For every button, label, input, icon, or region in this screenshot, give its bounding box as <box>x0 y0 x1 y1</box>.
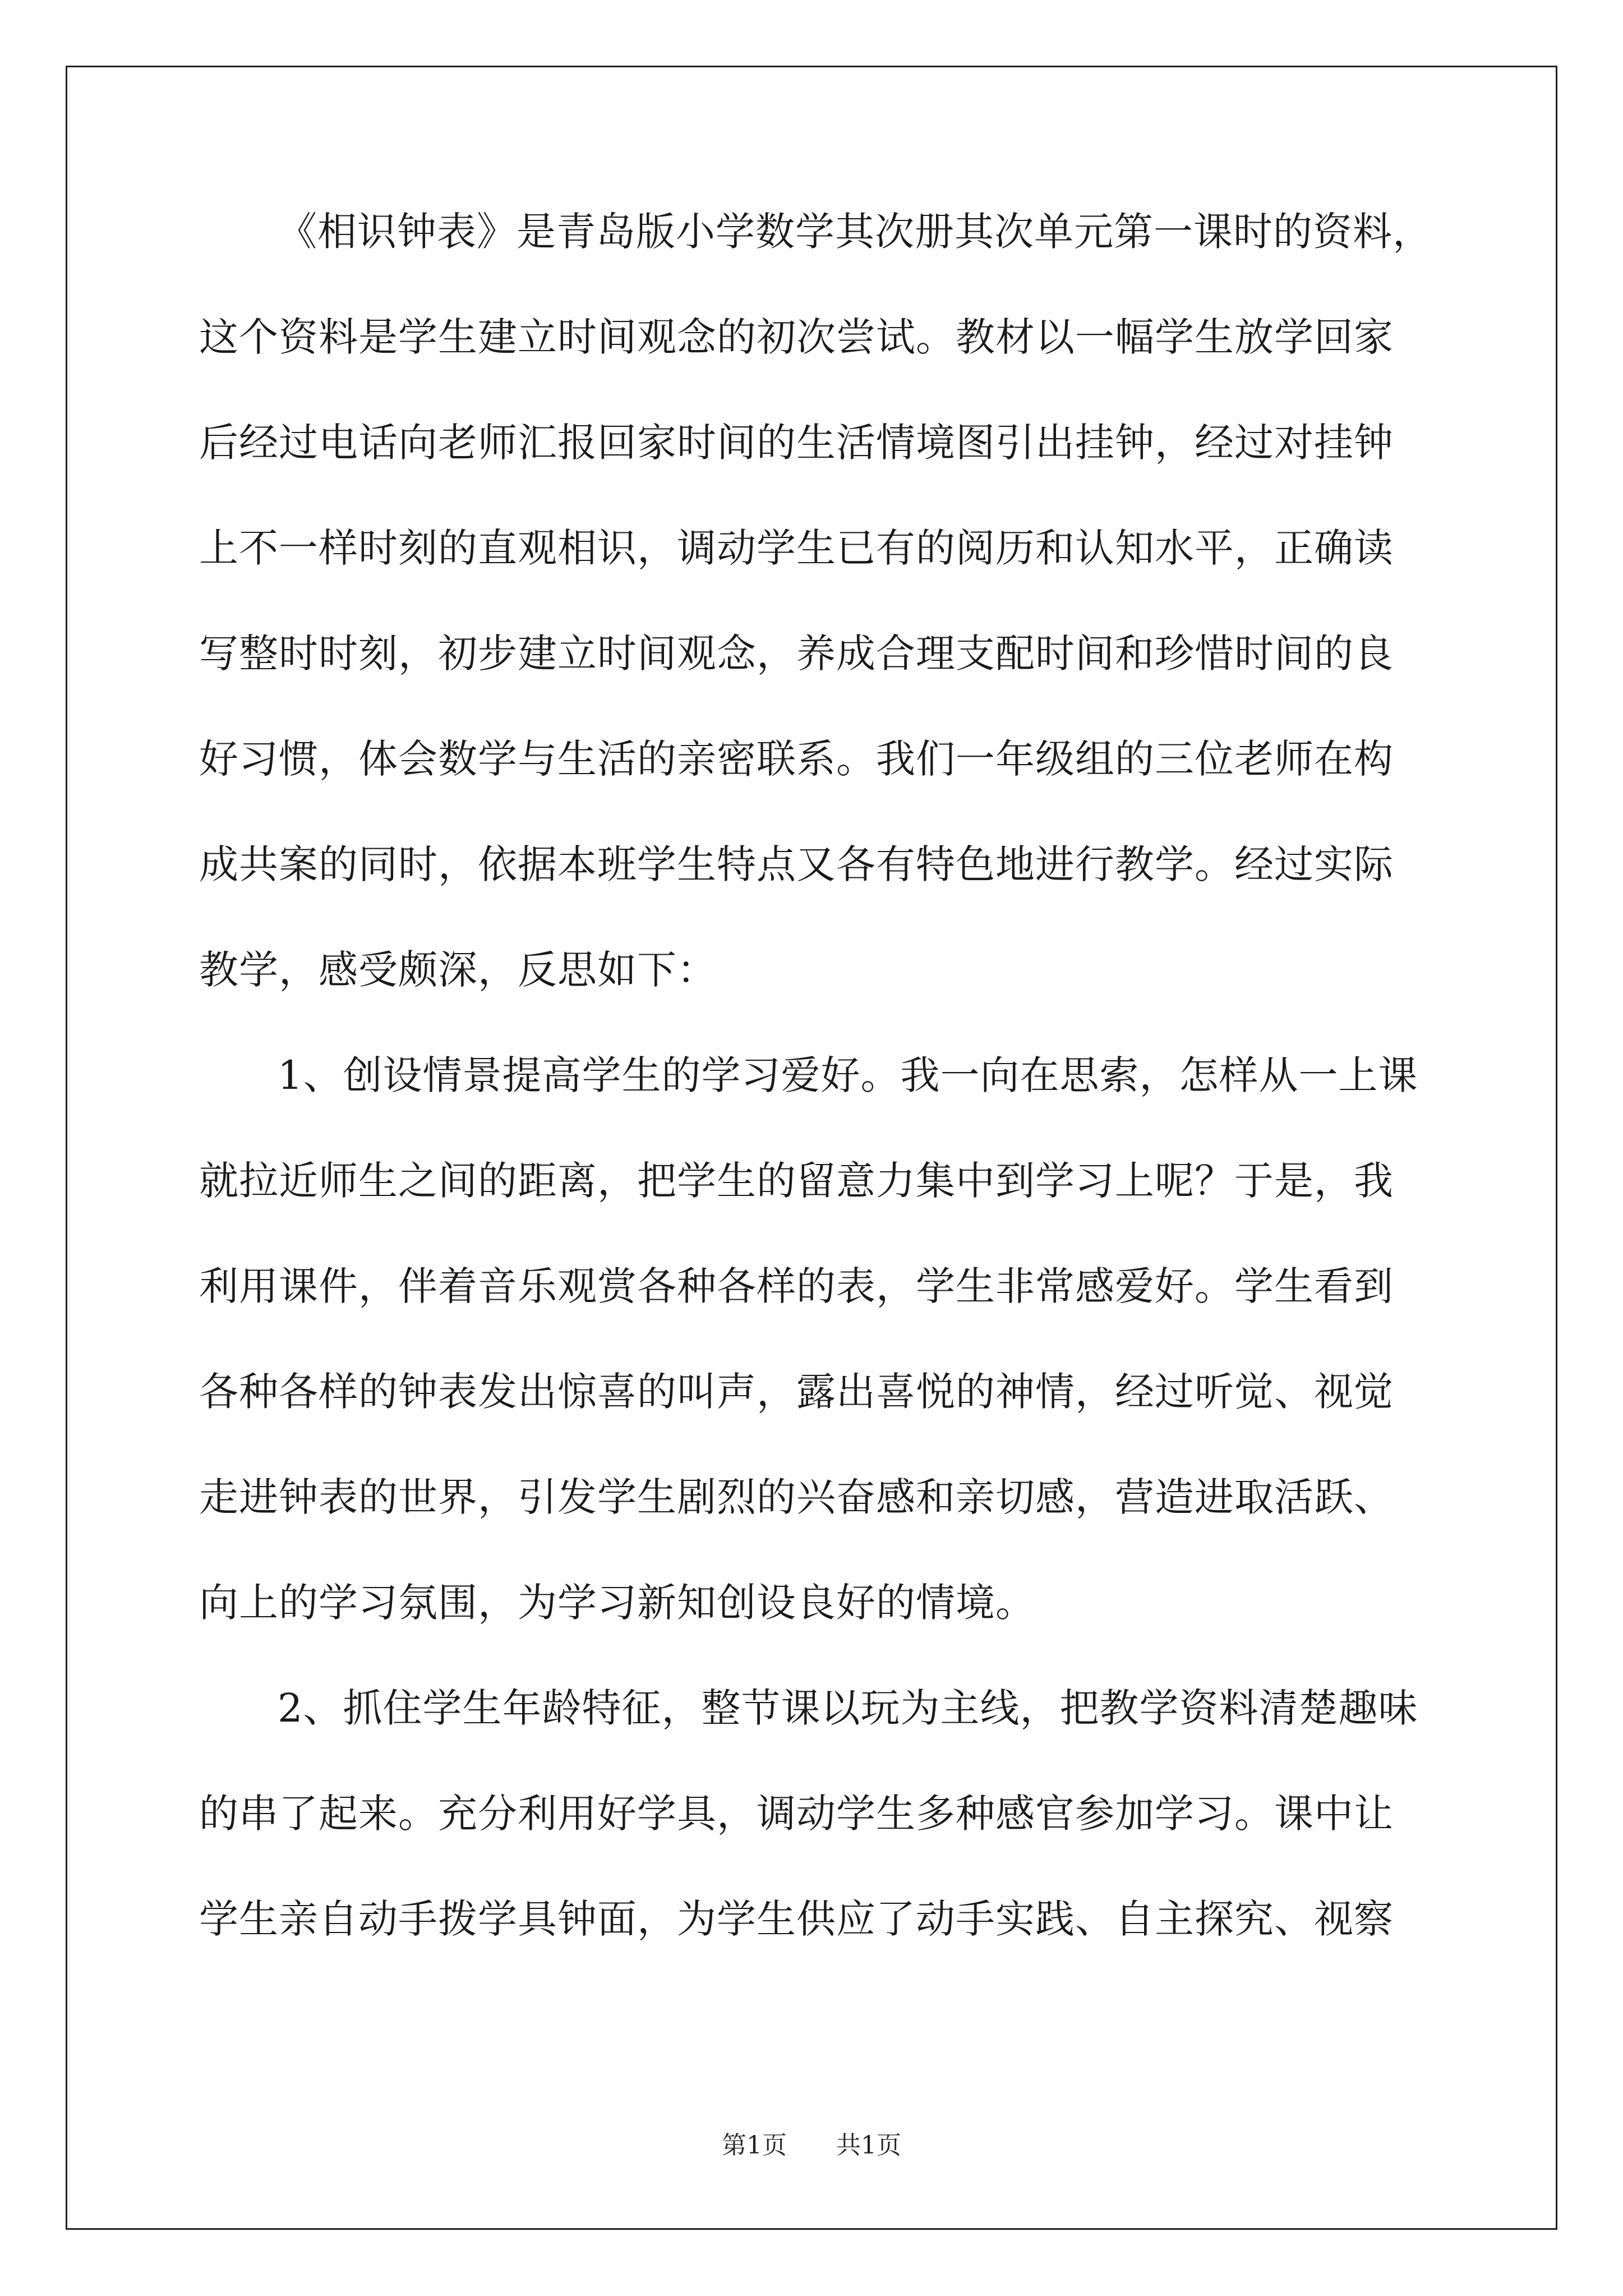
text-line: 成共案的同时，依据本班学生特点又各有特色地进行教学。经过实际 <box>199 841 1394 887</box>
document-body <box>199 205 1433 1998</box>
text-line: 这个资料是学生建立时间观念的初次尝试。教材以一幅学生放学回家 <box>199 314 1394 360</box>
paragraph-3 <box>199 1681 1433 1998</box>
text-line: 就拉近师生之间的距离，把学生的留意力集中到学习上呢？于是，我 <box>199 1158 1394 1204</box>
text-line: 写整时时刻，初步建立时间观念，养成合理支配时间和珍惜时间的良 <box>199 631 1394 677</box>
page-number-total: 共1页 <box>836 2131 901 2160</box>
page-footer <box>0 2129 1623 2162</box>
text-line: 利用课件，伴着音乐观赏各种各样的表，学生非常感爱好。学生看到 <box>199 1263 1394 1309</box>
text-line: 1、创设情景提高学生的学习爱好。我一向在思索，怎样从一上课 <box>278 1052 1418 1098</box>
text-line: 2、抓住学生年龄特征，整节课以玩为主线，把教学资料清楚趣味 <box>278 1685 1418 1731</box>
text-line: 向上的学习氛围，为学习新知创设良好的情境。 <box>199 1580 1035 1626</box>
paragraph-2 <box>199 1048 1433 1681</box>
text-line: 的串了起来。充分利用好学具，调动学生多种感官参加学习。课中让 <box>199 1791 1394 1837</box>
text-line: 后经过电话向老师汇报回家时间的生活情境图引出挂钟，经过对挂钟 <box>199 420 1394 466</box>
text-line: 走进钟表的世界，引发学生剧烈的兴奋感和亲切感，营造进取活跃、 <box>199 1474 1394 1520</box>
text-line: 各种各样的钟表发出惊喜的叫声，露出喜悦的神情，经过听觉、视觉 <box>199 1369 1394 1415</box>
text-line: 教学，感受颇深，反思如下： <box>199 947 717 993</box>
paragraph-1 <box>199 205 1433 1048</box>
text-line: 上不一样时刻的直观相识，调动学生已有的阅历和认知水平，正确读 <box>199 525 1394 571</box>
text-line: 《相识钟表》是青岛版小学数学其次册其次单元第一课时的资料， <box>278 209 1432 255</box>
text-line: 好习惯，体会数学与生活的亲密联系。我们一年级组的三位老师在构 <box>199 736 1394 782</box>
text-line: 学生亲自动手拨学具钟面，为学生供应了动手实践、自主探究、视察 <box>199 1896 1394 1942</box>
page-number-current: 第1页 <box>722 2131 787 2160</box>
